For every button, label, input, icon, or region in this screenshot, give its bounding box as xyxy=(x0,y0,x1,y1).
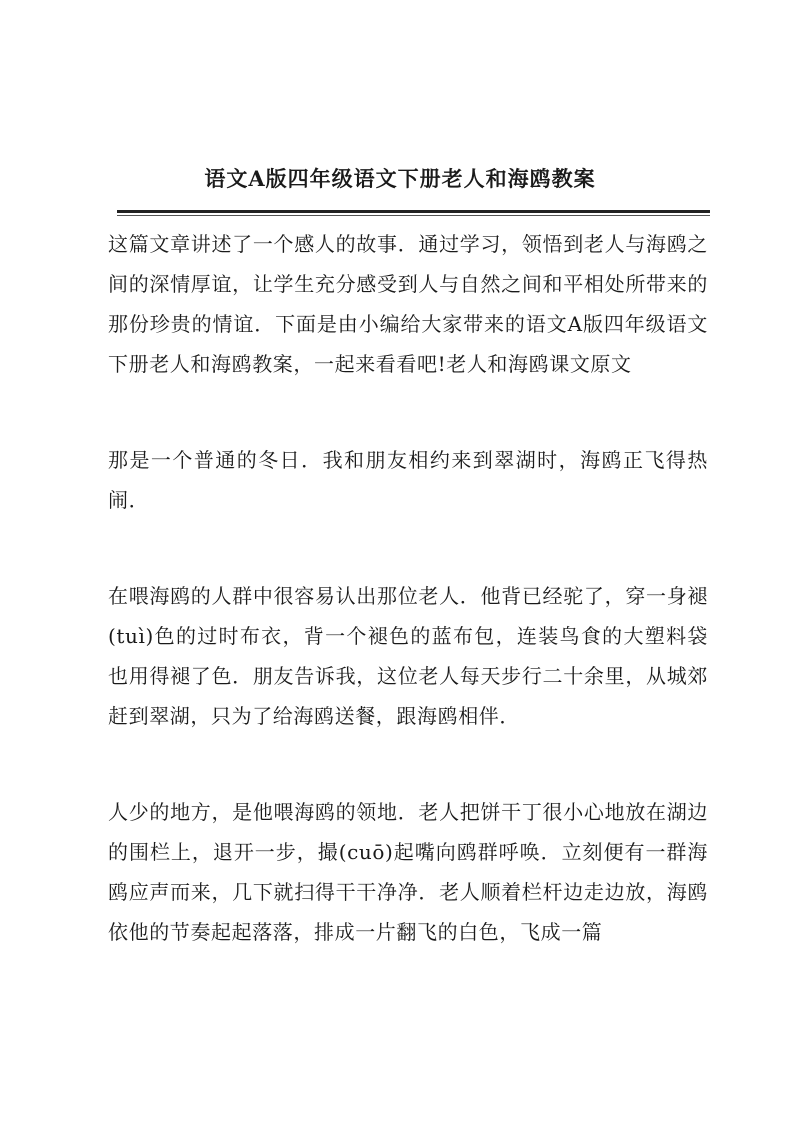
page-title: 语文A版四年级语文下册老人和海鸥教案 xyxy=(204,166,596,191)
paragraph-feeding: 人少的地方，是他喂海鸥的领地．老人把饼干丁很小心地放在湖边的围栏上，退开一步，撮(cuō)起嘴向鸥群呼唤．立刻便有一群海鸥应声而来，几下就扫得干干净净．老人顺着栏杆边走边放，海鸥依他的节奏起起落落，排成一片翻飞的白色，飞成一篇 xyxy=(108,800,708,944)
paragraph-old-man: 在喂海鸥的人群中很容易认出那位老人．他背已经驼了，穿一身褪(tuì)色的过时布衣，背一个褪色的蓝布包，连装鸟食的大塑料袋也用得褪了色．朋友告诉我，这位老人每天步行二十余里，从城郊赶到翠湖，只为了给海鸥送餐，跟海鸥相伴． xyxy=(108,584,708,728)
title-divider xyxy=(117,210,710,213)
paragraph-intro: 这篇文章讲述了一个感人的故事．通过学习，领悟到老人与海鸥之间的深情厚谊，让学生充分感受到人与自然之间和平相处所带来的那份珍贵的情谊．下面是由小编给大家带来的语文A版四年级语文下册老人和海鸥教案，一起来看看吧!老人和海鸥课文原文 xyxy=(108,232,708,376)
paragraph-winter-day: 那是一个普通的冬日．我和朋友相约来到翠湖时，海鸥正飞得热闹． xyxy=(108,448,708,512)
document-body xyxy=(108,224,708,1008)
